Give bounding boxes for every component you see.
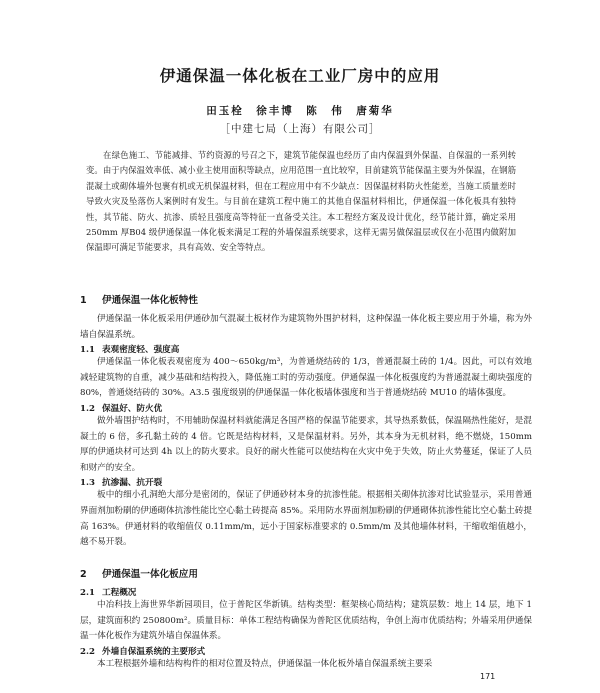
subsection-title: 表观密度轻、强度高 <box>102 345 180 356</box>
subsection-heading <box>80 402 532 414</box>
subsection-heading <box>80 476 532 488</box>
page-number: 171 <box>480 672 496 681</box>
subsection-number: 2.1 <box>80 588 95 598</box>
subsection-paragraph: 做外墙围护结构时，不用辅助保温材料就能满足各国严格的保温节能要求，其导热系数低，保温隔热性能好，是混凝土的 6 倍，多孔黏土砖的 4 倍。它既是结构材料，又是保温材料。另外，其本身为无机材料，绝不燃烧，150mm 厚的伊通块材可达到 4h 以上的防火要求。良好的耐火性能可以使结构在火灾中免于失效，防止火势蔓延，保证了人员和财产的安全。 <box>80 415 532 473</box>
subsection-paragraph: 中冶科技上海世界华新园项目，位于普陀区华新镇。结构类型：框架核心筒结构；建筑层数：地上 14 层，地下 1 层，建筑面积约 250800m²。质量目标：单体工程结构确保为普陀区优质结构，争创上海市优质结构；外墙采用伊通保温一体化板作为建筑外墙自保温体系。 <box>80 600 532 642</box>
section-heading <box>80 566 532 580</box>
subsection-paragraph: 伊通保温一体化板表观密度为 400～650kg/m³，为普通烧结砖的 1/3，普通混凝土砖的 1/4。因此，可以有效地减轻建筑物的自重，减少基础和结构投入，降低施工时的劳动强度。伊通保温一体化板强度约为普通混凝土砌块强度的 80%，普通烧结砖的 30%。A3.5 强度级别的伊通保温一体化板墙体强度和当于普通烧结砖 MU10 的墙体强度。 <box>80 357 532 399</box>
section-number: 1 <box>80 295 87 306</box>
section-number: 2 <box>80 569 87 580</box>
abstract-paragraph: 在绿色施工、节能减排、节约资源的号召之下，建筑节能保温也经历了由内保温到外保温、自保温的一系列转变。由于内保温效率低、减小业主使用面积等缺点，应用范围一直比较窄，目前建筑节能保温主要为外保温，在钢筋混凝土或砌体墙外包裹有机或无机保温材料，但在工程应用中有不少缺点：因保温材料防火性能差，当施工质量差时导致火灾及坠落伤人案例时有发生。与目前在建筑工程中施工的其他自保温材料相比，伊通保温一体化板具有独特性，其节能、防火、抗渗、质轻且强度高等特征一直备受关注。本工程经方案及设计优化，经节能计算，确定采用 250mm 厚B04 级伊通保温一体化板来满足工程的外墙保温系统要求，这样无需另做保温层或仅在小范围内做附加保温即可满足节能要求，具有高效、安全等特点。 <box>86 150 516 253</box>
subsection-number: 1.3 <box>80 478 95 489</box>
section-heading <box>80 292 532 306</box>
subsection-paragraph: 本工程根据外墙和结构构件的相对位置及特点，伊通保温一体化板外墙自保温系统主要采 <box>97 658 433 669</box>
section-intro: 伊通保温一体化板采用伊通砂加气混凝土板材作为建筑物外围护材料，这种保温一体化板主要应用于外墙，称为外墙自保温系统。 <box>80 314 532 340</box>
subsection-heading <box>80 586 532 598</box>
subsection-number: 2.2 <box>80 646 95 657</box>
subsection-number: 1.2 <box>80 403 95 414</box>
section-1 <box>80 292 532 551</box>
section-title: 伊通保温一体化板应用 <box>102 569 198 580</box>
subsection-title: 外墙自保温系统的主要形式 <box>102 646 206 657</box>
subsection-title: 工程概况 <box>102 588 137 598</box>
paper-title: 伊通保温一体化板在工业厂房中的应用 <box>159 67 441 85</box>
subsection-title: 抗渗漏、抗开裂 <box>102 478 163 489</box>
section-2 <box>80 566 532 672</box>
subsection-number: 1.1 <box>80 345 95 356</box>
subsection-heading <box>80 343 532 355</box>
section-title: 伊通保温一体化板特性 <box>102 295 198 306</box>
subsection-title: 保温好、防火优 <box>102 403 163 414</box>
subsection-paragraph: 板中的细小孔洞绝大部分是密闭的，保证了伊通砂材本身的抗渗性能。根据相关砌体抗渗对比试验显示，采用普通界面剂加粉刷的伊通砌体抗渗性能比空心黏土砖提高 85%。采用防水界面剂加粉刷的伊通砌体抗渗性能比空心黏土砖提高 163%。伊通材料的收缩值仅 0.11mm/m，远小于国家标准要求的 0.5mm/m 及其他墙体材料，干缩收缩值越小，越不易开裂。 <box>80 490 532 548</box>
affiliation: ［中建七局（上海）有限公司］ <box>219 123 381 135</box>
subsection-heading <box>80 645 532 657</box>
author-list: 田玉栓 徐丰博 陈 伟 唐菊华 <box>206 105 394 117</box>
